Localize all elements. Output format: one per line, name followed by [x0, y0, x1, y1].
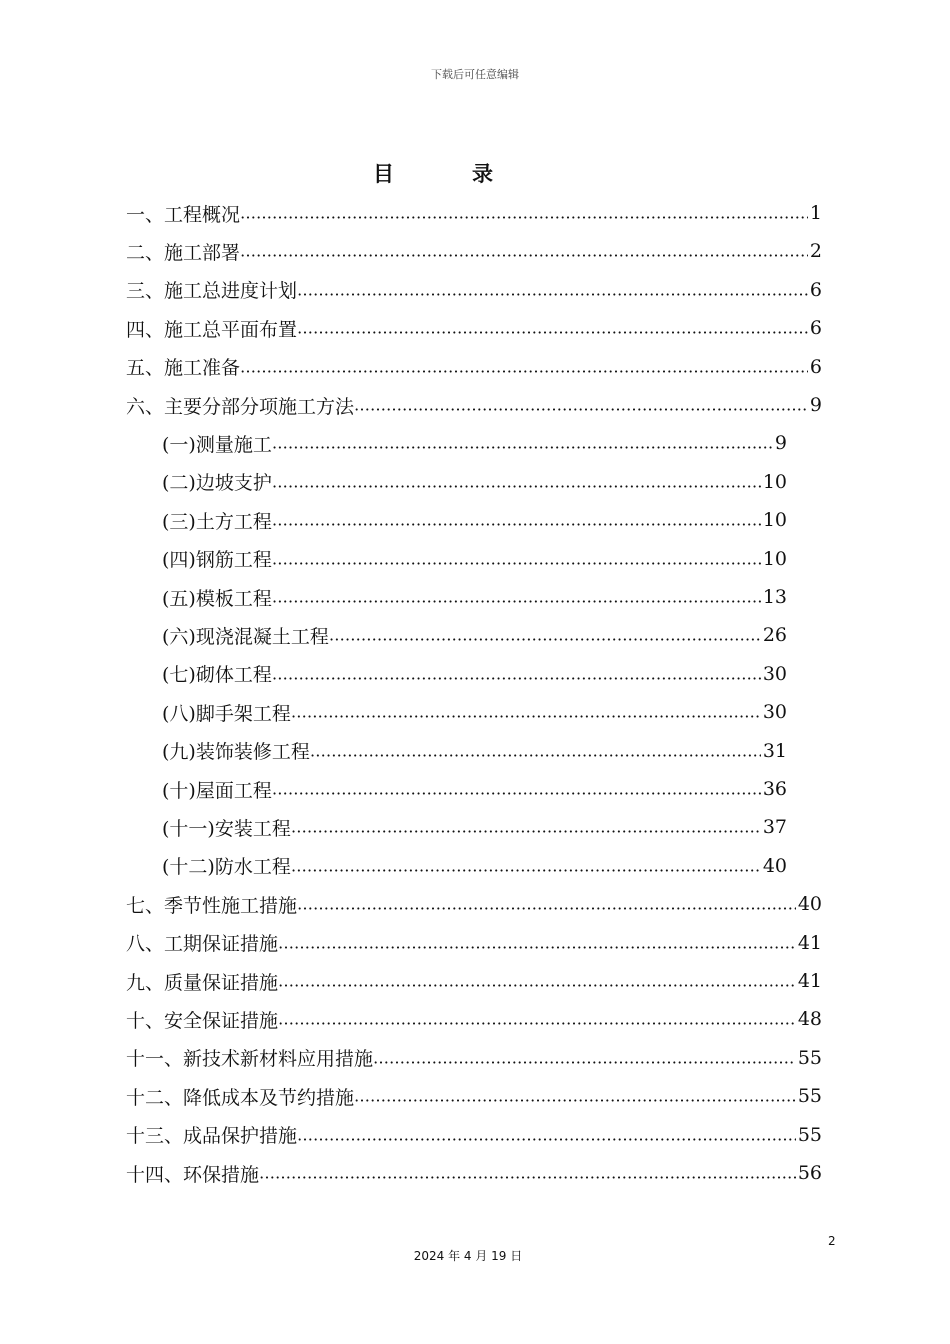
toc-entry-page: 9	[774, 432, 787, 455]
toc-entry-page: 41	[797, 970, 822, 992]
toc-entry[interactable]	[162, 580, 787, 614]
toc-entry-label: (七)砌体工程	[162, 664, 272, 687]
toc-dot-leader	[240, 350, 808, 384]
toc-entry-page: 10	[762, 470, 787, 493]
toc-entry-page: 36	[762, 778, 787, 800]
toc-entry[interactable]	[126, 350, 822, 384]
toc-entry-page: 55	[797, 1085, 822, 1108]
toc-entry[interactable]	[126, 234, 822, 268]
toc-dot-leader	[354, 1079, 796, 1113]
toc-dot-leader	[272, 465, 761, 499]
toc-entry-label: (九)装饰装修工程	[162, 741, 310, 764]
toc-dot-leader	[272, 772, 761, 806]
toc-entry[interactable]	[126, 273, 822, 307]
toc-entry-page: 40	[762, 854, 787, 877]
toc-entry-label: 十二、降低成本及节约措施	[126, 1086, 355, 1109]
toc-entry[interactable]	[162, 695, 787, 729]
toc-entry-page: 6	[809, 317, 822, 340]
toc-entry-label: (八)脚手架工程	[162, 702, 291, 725]
toc-entry-page: 13	[762, 586, 787, 608]
toc-entry-label: 六、主要分部分项施工方法	[126, 395, 355, 418]
toc-dot-leader	[259, 1156, 796, 1190]
toc-dot-leader	[373, 1041, 796, 1075]
toc-entry-page: 10	[762, 509, 787, 532]
page-number: 2	[828, 1234, 836, 1248]
toc-entry[interactable]	[162, 772, 787, 806]
toc-dot-leader	[240, 196, 808, 230]
toc-entry-label: 一、工程概况	[126, 203, 241, 226]
toc-entry-page: 55	[797, 1046, 822, 1069]
toc-entry-page: 1	[809, 202, 822, 224]
toc-title-left: 目	[373, 161, 394, 186]
toc-dot-leader	[291, 810, 761, 844]
toc-dot-leader	[329, 618, 761, 652]
toc-dot-leader	[272, 542, 761, 576]
toc-entry[interactable]	[162, 426, 787, 460]
toc-entry[interactable]	[162, 657, 787, 691]
toc-dot-leader	[272, 657, 761, 691]
toc-entry-page: 9	[809, 394, 822, 416]
toc-entry-label: 四、施工总平面布置	[126, 318, 298, 341]
toc-entry-label: (十二)防水工程	[162, 856, 291, 879]
toc-entry-label: 八、工期保证措施	[126, 933, 279, 956]
toc-entry[interactable]	[126, 388, 822, 422]
toc-entry-label: 十一、新技术新材料应用措施	[126, 1048, 374, 1071]
toc-dot-leader	[297, 311, 808, 345]
toc-dot-leader	[291, 695, 761, 729]
toc-entry[interactable]	[162, 503, 787, 537]
toc-entry-page: 56	[797, 1162, 822, 1184]
toc-entry-page: 30	[762, 662, 787, 685]
toc-entry-page: 48	[797, 1008, 822, 1031]
toc-entry-label: 十、安全保证措施	[126, 1009, 279, 1032]
toc-entry-page: 41	[797, 931, 822, 954]
toc-entry[interactable]	[162, 810, 787, 844]
toc-entry-label: (十一)安装工程	[162, 817, 291, 840]
toc-entry-label: 十四、环保措施	[126, 1163, 260, 1186]
toc-dot-leader	[297, 273, 808, 307]
toc-entry-label: 十三、成品保护措施	[126, 1125, 298, 1148]
toc-dot-leader	[278, 964, 796, 998]
toc-entry[interactable]	[162, 618, 787, 652]
toc-entry-label: (三)土方工程	[162, 510, 272, 533]
toc-entry[interactable]	[126, 1079, 822, 1113]
toc-entry-page: 55	[797, 1123, 822, 1146]
toc-entry-page: 30	[762, 701, 787, 724]
toc-entry-page: 31	[762, 739, 787, 762]
toc-dot-leader	[272, 426, 773, 460]
toc-dot-leader	[240, 234, 808, 268]
toc-entry-page: 2	[809, 240, 822, 263]
toc-entry[interactable]	[126, 1041, 822, 1075]
toc-dot-leader	[291, 849, 761, 883]
toc-dot-leader	[278, 926, 796, 960]
toc-entry[interactable]	[126, 1156, 822, 1190]
toc-entry[interactable]	[126, 887, 822, 921]
toc-entry-label: 五、施工准备	[126, 357, 241, 380]
toc-dot-leader	[272, 580, 761, 614]
toc-dot-leader	[297, 887, 796, 921]
toc-dot-leader	[354, 388, 808, 422]
toc-entry[interactable]	[162, 542, 787, 576]
toc-dot-leader	[310, 734, 761, 768]
toc-dot-leader	[278, 1002, 796, 1036]
toc-entry-label: (二)边坡支护	[162, 472, 272, 495]
toc-entry-page: 26	[762, 624, 787, 647]
toc-entry-page: 37	[762, 816, 787, 839]
toc-entry[interactable]	[162, 734, 787, 768]
toc-entry-label: (十)屋面工程	[162, 779, 272, 802]
toc-entry[interactable]	[126, 311, 822, 345]
toc-entry-label: 九、质量保证措施	[126, 971, 279, 994]
toc-title-right: 录	[472, 161, 493, 186]
toc-title	[0, 158, 866, 188]
toc-entry-page: 40	[797, 893, 822, 916]
toc-entry-label: 二、施工部署	[126, 241, 241, 264]
toc-entry[interactable]	[162, 465, 787, 499]
toc-entry-label: (六)现浇混凝土工程	[162, 625, 329, 648]
toc-entry-label: (五)模板工程	[162, 587, 272, 610]
toc-entry[interactable]	[126, 926, 822, 960]
toc-entry[interactable]	[126, 1118, 822, 1152]
toc-entry-label: 七、季节性施工措施	[126, 894, 298, 917]
toc-entry-label: (四)钢筋工程	[162, 549, 272, 572]
toc-entry-page: 10	[762, 547, 787, 570]
toc-entry-label: 三、施工总进度计划	[126, 280, 298, 303]
toc-entry[interactable]	[126, 964, 822, 998]
toc-entry-page: 6	[809, 355, 822, 378]
toc-entry[interactable]	[126, 1002, 822, 1036]
toc-entry[interactable]	[162, 849, 787, 883]
toc-dot-leader	[297, 1118, 796, 1152]
footer-date: 2024 年 4 月 19 日	[413, 1249, 523, 1263]
toc-entry-page: 6	[809, 278, 822, 301]
header-note: 下载后可任意编辑	[431, 68, 519, 81]
toc-entry-label: (一)测量施工	[162, 433, 272, 456]
toc-dot-leader	[272, 503, 761, 537]
toc-entry[interactable]	[126, 196, 822, 230]
